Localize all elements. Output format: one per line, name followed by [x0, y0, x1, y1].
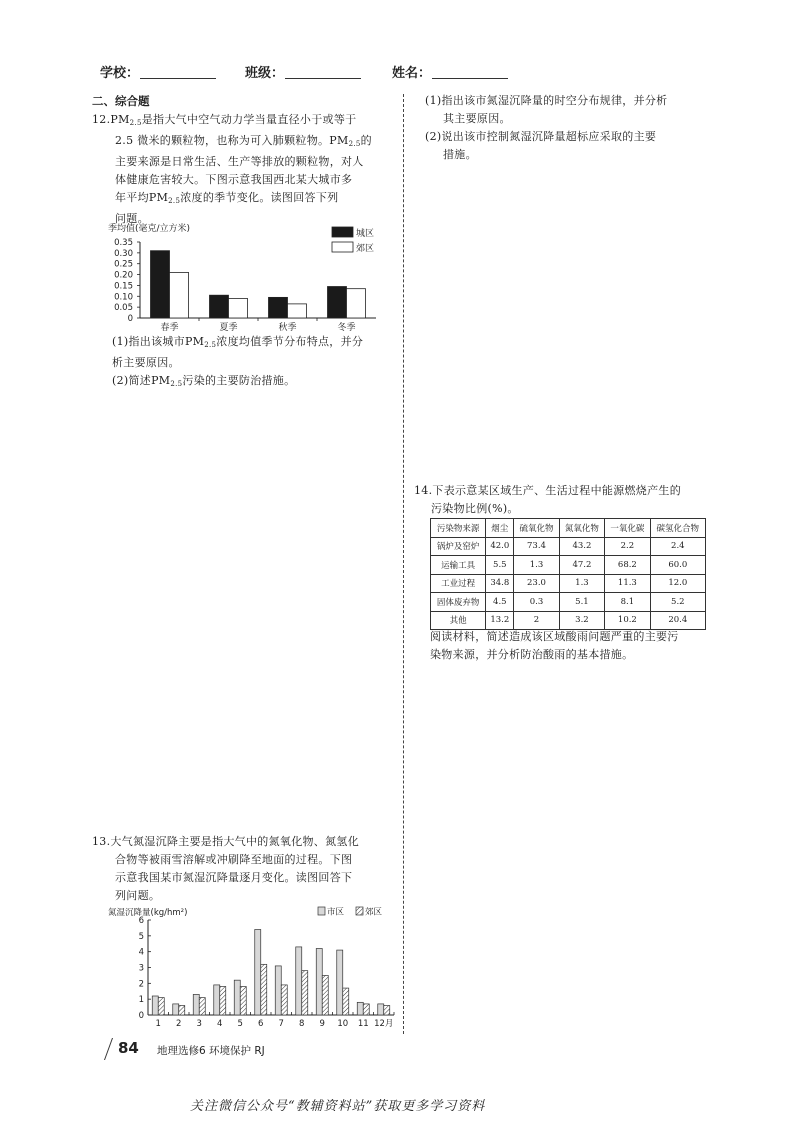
- table-header-cell: 碳氢化合物: [650, 519, 705, 538]
- x-tick-label: 10: [337, 1019, 349, 1029]
- table-row: [431, 611, 706, 630]
- table-cell: 23.0: [514, 574, 559, 593]
- bar-市区: [316, 949, 322, 1016]
- column-divider: [403, 94, 404, 1034]
- y-tick-label: 0.15: [114, 281, 133, 292]
- x-tick-label: 夏季: [219, 323, 238, 333]
- bar-郊区: [384, 1006, 390, 1016]
- y-tick-label: 0.20: [114, 270, 133, 281]
- y-tick-label: 6: [138, 916, 144, 926]
- table-cell: 2: [514, 611, 559, 630]
- table-cell: 0.3: [514, 593, 559, 612]
- bar-郊区: [261, 964, 267, 1015]
- y-tick-label: 0.10: [114, 292, 133, 303]
- x-tick-label: 3: [196, 1019, 202, 1029]
- pollutant-table: [430, 518, 706, 630]
- table-cell: 60.0: [650, 556, 705, 575]
- bar-郊区: [199, 998, 205, 1015]
- x-tick-label: 冬季: [337, 323, 356, 333]
- y-tick-label: 3: [138, 963, 144, 974]
- bar-市区: [357, 1002, 363, 1015]
- legend-swatch: [318, 907, 325, 915]
- legend-swatch: [332, 242, 353, 252]
- q12-sub2: (2)简述$PM_{2.5}$污染的主要防治措施。: [112, 374, 296, 388]
- table-cell: 5.5: [486, 556, 514, 575]
- y-tick-label: 0.30: [114, 248, 133, 259]
- x-tick-label: 7: [278, 1019, 284, 1029]
- bar-市区: [234, 980, 240, 1015]
- legend-label: 郊区: [356, 244, 375, 254]
- x-tick-label: 春季: [160, 323, 179, 333]
- q12-sub1: (1)指出该城市$PM_{2.5}$浓度均值季节分布特点，并分: [112, 335, 364, 349]
- table-cell: 1.3: [514, 556, 559, 575]
- table-cell: 5.1: [559, 593, 604, 612]
- y-tick-label: 2: [138, 979, 144, 990]
- bar-城区: [269, 297, 288, 318]
- table-cell: 1.3: [559, 574, 604, 593]
- question-12: $12.PM_{2.5}$是指大气中空气动力学当量直径小于或等于 2.5 微米的颗粒物，也称为可入肺颗粒物。$PM_{2.5}$的 主要来源是日常生活、生产等排放的颗粒物，对人 体健康危害较大。下图示意我国西北某大城市多 年平均$PM_{2.5}$浓度的季节变化。读图回答下列 问题。: [92, 113, 372, 225]
- table-cell: 11.3: [605, 574, 650, 593]
- table-row: [431, 574, 706, 593]
- table-cell: 42.0: [486, 537, 514, 556]
- x-tick-label: 12月: [374, 1019, 394, 1029]
- bar-市区: [378, 1004, 384, 1015]
- table-header-cell: 污染物来源: [431, 519, 486, 538]
- school-field[interactable]: [140, 64, 216, 79]
- table-cell: 固体废弃物: [431, 593, 486, 612]
- bar-郊区: [179, 1006, 185, 1016]
- q13-sub1: (1)指出该市氮湿沉降量的时空分布规律，并分析: [425, 94, 668, 107]
- y-axis-label: 氮湿沉降量(kg/hm²): [108, 908, 188, 918]
- bar-市区: [173, 1004, 179, 1015]
- bar-郊区: [363, 1004, 369, 1015]
- table-cell: 13.2: [486, 611, 514, 630]
- name-field[interactable]: [432, 64, 508, 79]
- table-cell: 运输工具: [431, 556, 486, 575]
- bar-郊区: [220, 987, 226, 1016]
- bar-郊区: [170, 272, 189, 318]
- question-12-subquestions: (1)指出该城市$PM_{2.5}$浓度均值季节分布特点，并分 析主要原因。 (2)简述$PM_{2.5}$污染的主要防治措施。: [112, 333, 397, 393]
- bar-市区: [337, 950, 343, 1015]
- pm25-seasonal-chart: [108, 220, 378, 338]
- y-tick-label: 0: [138, 1011, 144, 1021]
- x-tick-label: 秋季: [278, 323, 297, 333]
- bar-城区: [328, 287, 347, 318]
- legend-label: 市区: [327, 907, 345, 918]
- table-cell: 锅炉及窑炉: [431, 537, 486, 556]
- footer-note: 关注微信公众号“教辅资料站”获取更多学习资料: [190, 1099, 486, 1114]
- bar-郊区: [240, 987, 246, 1016]
- question-13-subquestions: (1)指出该市氮湿沉降量的时空分布规律，并分析 其主要原因。 (2)说出该市控制氮湿沉降量超标应采取的主要 措施。: [425, 92, 720, 164]
- bar-郊区: [229, 298, 248, 318]
- y-tick-label: 5: [138, 931, 144, 942]
- y-tick-label: 0: [127, 314, 133, 324]
- x-tick-label: 4: [217, 1019, 223, 1029]
- bar-郊区: [288, 304, 307, 318]
- table-header-cell: 硫氧化物: [514, 519, 559, 538]
- x-tick-label: 1: [155, 1019, 161, 1029]
- y-tick-label: 0.35: [114, 238, 133, 248]
- x-tick-label: 6: [258, 1019, 264, 1029]
- table-cell: 20.4: [650, 611, 705, 630]
- table-cell: 工业过程: [431, 574, 486, 593]
- school-label: 学校：: [100, 66, 140, 81]
- page-number: 84: [118, 1039, 139, 1057]
- table-row: [431, 537, 706, 556]
- question-14-prompt: 阅读材料，简述造成该区域酸雨问题严重的主要污 染物来源，并分析防治酸雨的基本措施。: [430, 630, 679, 661]
- question-13: 13.大气氮湿沉降主要是指大气中的氮氧化物、氮氢化 合物等被雨雪溶解或冲刷降至地面的过程。下图 示意我国某市氮湿沉降量逐月变化。读图回答下 列问题。: [92, 835, 359, 902]
- table-header-row: [431, 519, 706, 538]
- y-tick-label: 1: [138, 995, 144, 1006]
- bar-市区: [275, 966, 281, 1015]
- y-tick-label: 0.05: [114, 303, 133, 314]
- table-cell: 5.2: [650, 593, 705, 612]
- y-tick-label: 0.25: [114, 259, 133, 270]
- table-header-cell: 氮氧化物: [559, 519, 604, 538]
- table-cell: 2.4: [650, 537, 705, 556]
- table-cell: 3.2: [559, 611, 604, 630]
- table-cell: 其他: [431, 611, 486, 630]
- bar-郊区: [302, 971, 308, 1015]
- section-title: 二、综合题: [92, 94, 150, 108]
- legend-swatch: [332, 227, 353, 237]
- class-label: 班级：: [245, 66, 285, 81]
- name-label: 姓名：: [392, 66, 432, 81]
- bar-城区: [210, 295, 229, 318]
- table-cell: 8.1: [605, 593, 650, 612]
- bar-市区: [214, 985, 220, 1015]
- bar-城区: [151, 251, 170, 318]
- bar-市区: [193, 994, 199, 1015]
- bar-郊区: [322, 975, 328, 1015]
- legend-label: 城区: [356, 229, 375, 239]
- table-cell: 68.2: [605, 556, 650, 575]
- table-cell: 12.0: [650, 574, 705, 593]
- table-cell: 43.2: [559, 537, 604, 556]
- table-cell: 4.5: [486, 593, 514, 612]
- table-header-cell: 烟尘: [486, 519, 514, 538]
- class-field[interactable]: [285, 64, 361, 79]
- bar-郊区: [281, 985, 287, 1015]
- x-tick-label: 2: [176, 1019, 182, 1029]
- y-tick-label: 4: [138, 947, 144, 958]
- nitrogen-deposition-chart: [108, 904, 408, 1032]
- bar-郊区: [343, 988, 349, 1015]
- table-cell: 10.2: [605, 611, 650, 630]
- table-cell: 34.8: [486, 574, 514, 593]
- table-row: [431, 593, 706, 612]
- bar-市区: [296, 947, 302, 1015]
- legend-swatch: [356, 907, 363, 915]
- bar-郊区: [158, 998, 164, 1015]
- question-14: 14.下表示意某区域生产、生活过程中能源燃烧产生的 污染物比例(%)。: [414, 484, 681, 515]
- x-tick-label: 9: [319, 1019, 325, 1029]
- book-title: 地理选修6 环境保护 RJ: [157, 1045, 265, 1057]
- table-row: [431, 556, 706, 575]
- x-tick-label: 8: [299, 1019, 305, 1029]
- table-cell: 2.2: [605, 537, 650, 556]
- table-cell: 47.2: [559, 556, 604, 575]
- table-cell: 73.4: [514, 537, 559, 556]
- table-header-cell: 一氧化碳: [605, 519, 650, 538]
- bar-市区: [152, 996, 158, 1015]
- q13-sub2: (2)说出该市控制氮湿沉降量超标应采取的主要: [425, 130, 657, 143]
- q12-number: 12.: [92, 113, 111, 126]
- legend-label: 郊区: [365, 907, 383, 918]
- x-tick-label: 5: [237, 1019, 243, 1029]
- bar-市区: [255, 930, 261, 1016]
- x-tick-label: 11: [357, 1019, 369, 1029]
- bar-郊区: [347, 289, 366, 318]
- y-axis-label: 季均值(毫克/立方米): [108, 224, 191, 234]
